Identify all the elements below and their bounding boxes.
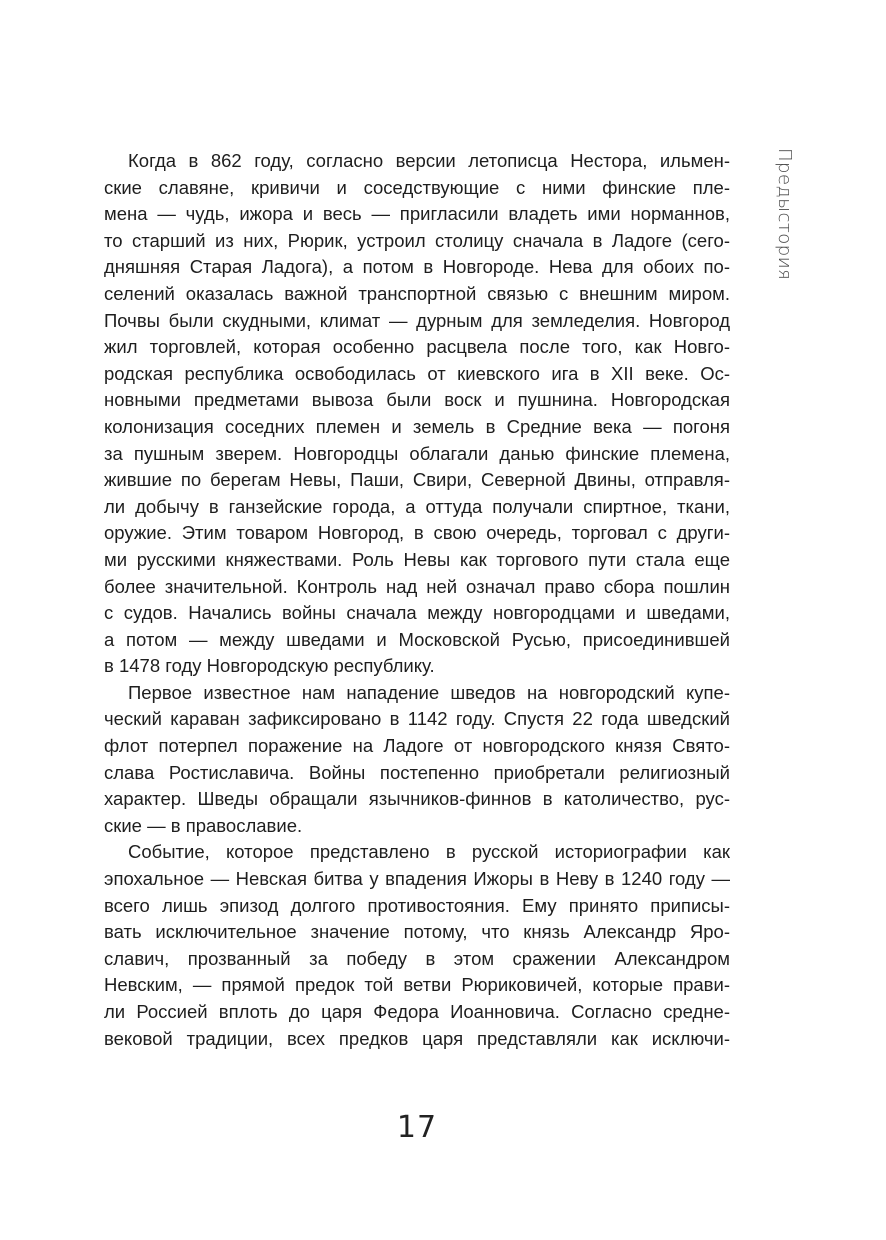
text-line: ми русскими княжествами. Роль Невы как торгового пути стала еще (104, 548, 730, 570)
text-line: Событие, которое представлено в русской историографии как (128, 841, 730, 863)
text-line: жил торговлей, которая особенно расцвела после того, как Новго- (104, 336, 730, 358)
text-line: ские славяне, кривичи и соседствующие с ними финские пле- (104, 176, 730, 198)
text-line: ли добычу в ганзейские города, а оттуда получали спиртное, ткани, (104, 495, 730, 517)
text-line: Невским, — прямой предок той ветви Рюриковичей, которые прави- (104, 974, 730, 996)
text-line: колонизация соседних племен и земель в Средние века — погоня (104, 415, 730, 437)
text-line: флот потерпел поражение на Ладоге от новгородского князя Свято- (104, 735, 730, 757)
text-line: слава Ростиславича. Войны постепенно приобретали религиозный (104, 761, 730, 783)
paragraph (104, 148, 730, 680)
text-line: жившие по берегам Невы, Паши, Свири, Северной Двины, отправля- (104, 469, 730, 491)
text-line: родская республика освободилась от киевского ига в XII веке. Ос- (104, 362, 730, 384)
running-section-title: Предыстория (774, 148, 795, 281)
text-line: ские — в православие. (104, 814, 303, 836)
text-line: оружие. Этим товаром Новгород, в свою очередь, торговал с други- (104, 522, 730, 544)
text-line: Почвы были скудными, климат — дурным для земледелия. Новгород (104, 309, 730, 331)
paragraph (104, 839, 730, 1052)
text-line: с судов. Начались войны сначала между новгородцами и шведами, (104, 602, 730, 624)
text-line: новными предметами вывоза были воск и пушнина. Новгородская (104, 389, 730, 411)
text-line: ли Россией вплоть до царя Федора Иоанновича. Согласно средне- (104, 1001, 730, 1022)
text-line: эпохальное — Невская битва у впадения Ижоры в Неву в 1240 году — (104, 868, 730, 890)
text-line: то старший из них, Рюрик, устроил столицу сначала в Ладоге (сего- (104, 229, 730, 251)
text-line: характер. Шведы обращали язычников-финнов в католичество, рус- (104, 788, 730, 810)
text-line: дняшняя Старая Ладога), а потом в Новгороде. Нева для обоих по- (104, 256, 730, 278)
text-line: Когда в 862 году, согласно версии летописца Нестора, ильмен- (128, 150, 730, 171)
text-line: всего лишь эпизод долгого противостояния. Ему принято приписы- (104, 894, 730, 916)
text-line: ческий караван зафиксировано в 1142 году. Спустя 22 года шведский (104, 708, 730, 730)
paragraph (104, 680, 730, 840)
text-line: вать исключительное значение потому, что князь Александр Яро- (104, 921, 730, 943)
text-line: славич, прозванный за победу в этом сражении Александром (104, 947, 730, 969)
page-number: 17 (396, 1110, 438, 1145)
text-line: в 1478 году Новгородскую республику. (104, 655, 435, 677)
text-line: мена — чудь, ижора и весь — пригласили владеть ими норманнов, (104, 203, 730, 225)
body-text (104, 148, 730, 1052)
text-line: селений оказалась важной транспортной связью с внешним миром. (104, 282, 730, 304)
text-line: за пушным зверем. Новгородцы облагали данью финские племена, (104, 442, 730, 464)
text-line: а потом — между шведами и Московской Русью, присоединившей (104, 628, 730, 650)
text-line: более значительной. Контроль над ней означал право сбора пошлин (104, 575, 730, 597)
text-line: Первое известное нам нападение шведов на новгородский купе- (128, 681, 730, 703)
text-line: вековой традиции, всех предков царя представляли как исключи- (104, 1027, 730, 1049)
